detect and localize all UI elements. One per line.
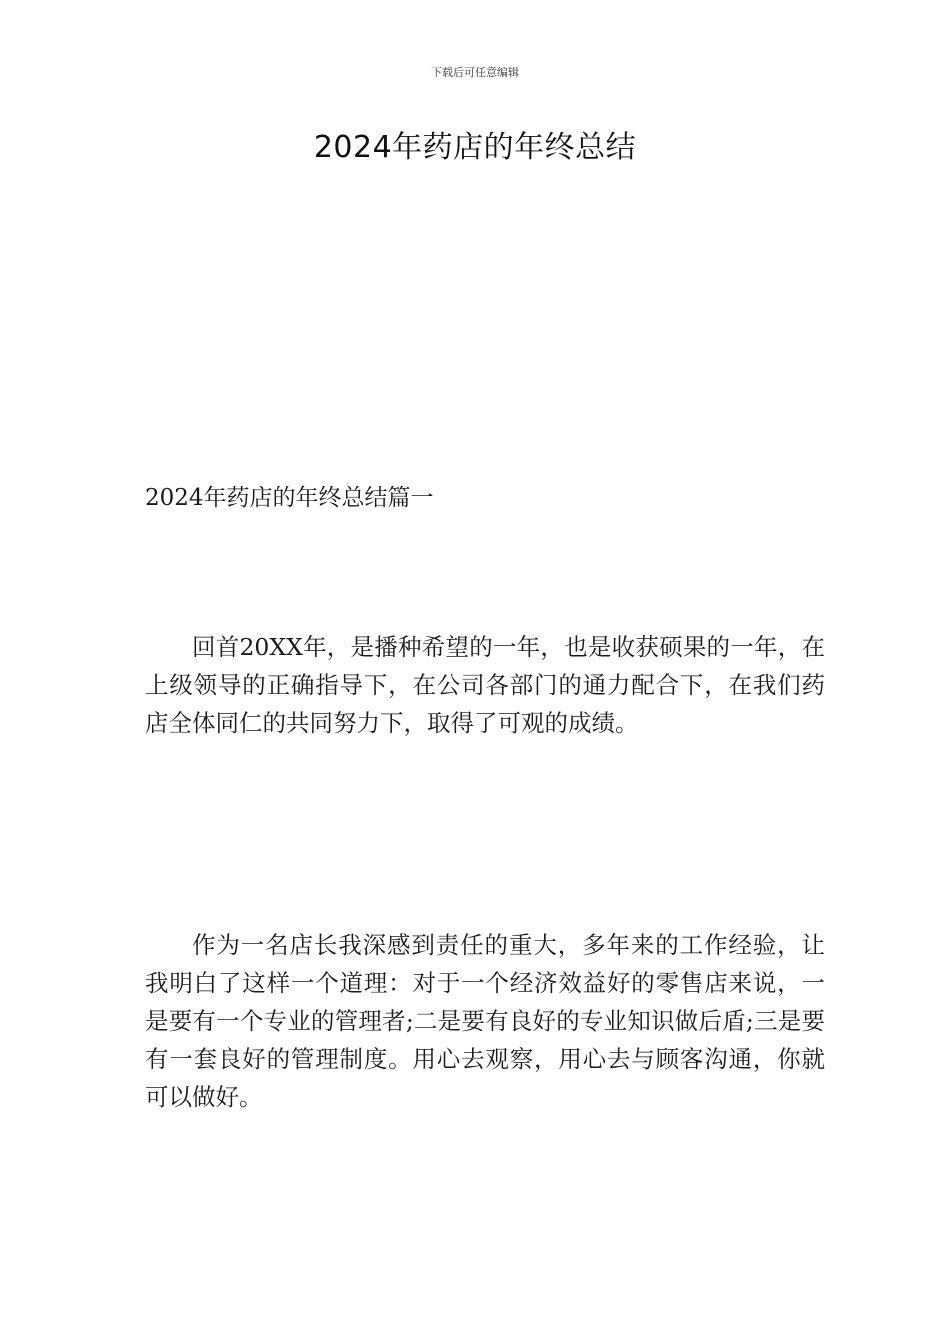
- paragraph-2: 作为一名店长我深感到责任的重大，多年来的工作经验，让我明白了这样一个道理：对于一个经济效益好的零售店来说，一是要有一个专业的管理者;二是要有良好的专业知识做后盾;三是要有一套良好的管理制度。用心去观察，用心去与顾客沟通，你就可以做好。: [145, 931, 825, 1111]
- paragraph-1: 回首20XX年，是播种希望的一年，也是收获硕果的一年，在上级领导的正确指导下，在公司各部门的通力配合下，在我们药店全体同仁的共同努力下，取得了可观的成绩。: [145, 633, 825, 737]
- section-heading: 2024年药店的年终总结篇一: [145, 485, 434, 511]
- document-title: 2024年药店的年终总结: [313, 130, 637, 165]
- header-note: 下载后可任意编辑: [431, 66, 519, 79]
